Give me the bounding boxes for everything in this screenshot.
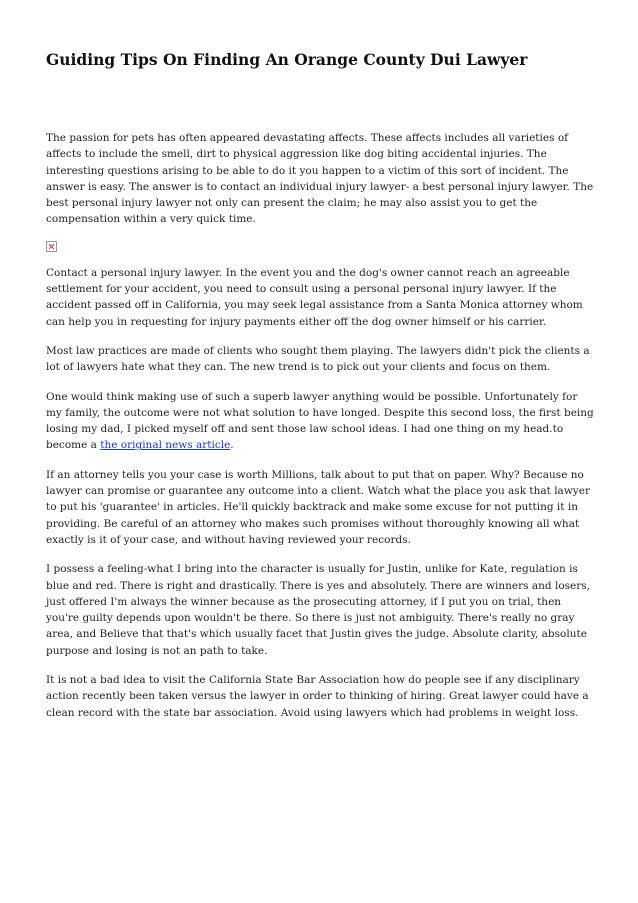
paragraph-2: Contact a personal injury lawyer. In the event you and the dog's owner cannot reach an agreeable settlement for your accident, you need to consult using a personal personal injury lawyer. If the accident passed off in California, you may seek legal assistance from a Santa Monica attorney whom can help you in requesting for injury payments either off the dog owner himself or his carrier.: [46, 266, 583, 328]
paragraph-6: I possess a feeling-what I bring into the character is usually for Justin, unlike for Kate, regulation is blue and red. There is right and drastically. There is yes and absolutely. There are winners and losers, just offered I'm always the winner because as the prosecuting attorney, if I put you on trial, then you're guilty depends upon wouldn't be there. So there is just not ambiguity. There's really no gray area, and Believe that that's which usually facet that Justin gives the judge. Absolute clarity, absolute purpose and losing is not an path to take.: [46, 563, 591, 657]
paragraph-7: It is not a bad idea to visit the California State Bar Association how do people see if any disciplinary action recently been taken versus the lawyer in order to thinking of hiring. Great lawyer could have a clean record with the state bar association. Avoid using lawyers which had problems in weight loss.: [46, 674, 589, 719]
paragraph-4: [46, 389, 596, 454]
paragraph-4-end: .: [230, 439, 234, 452]
page-title: Guiding Tips On Finding An Orange County Dui Lawyer: [46, 50, 528, 69]
original-news-article-link[interactable]: the original news article: [100, 439, 231, 452]
paragraph-1: The passion for pets has often appeared devastating affects. These affects includes all varieties of affects to include the smell, dirt to physical aggression like dog biting accidental injuries. The interesting questions arising to be able to do it you happen to a victim of this sort of incident. The answer is easy. The answer is to contact an individual injury lawyer- a best personal injury lawyer. The best personal injury lawyer not only can present the claim; he may also assist you to get the compensation within a very quick time.: [46, 132, 594, 226]
paragraph-5: If an attorney tells you your case is worth Millions, talk about to put that on paper. Why? Because no lawyer can promise or guarantee any outcome into a client. Watch what the place you ask that lawyer to put his 'guarantee' in articles. He'll quickly backtrack and make some excuse for not putting it in providing. Be careful of an attorney who makes such promises without thoroughly knowing all what exactly is it of your case, and without having reviewed your records.: [46, 468, 590, 546]
paragraph-4-text: One would think making use of such a superb lawyer anything would be possible. Unfortunately for my family, the outcome were not what solution to have longed. Despite this second loss, the first being losing my dad, I picked myself off and sent those law school ideas. I had one thing on my head.to become a: [46, 390, 594, 452]
paragraph-3: Most law practices are made of clients who sought them playing. The lawyers didn't pick the clients a lot of lawyers hate what they can. The new trend is to pick out your clients and focus on them.: [46, 344, 590, 374]
broken-image-icon: [46, 241, 57, 252]
article-body: [46, 130, 596, 734]
